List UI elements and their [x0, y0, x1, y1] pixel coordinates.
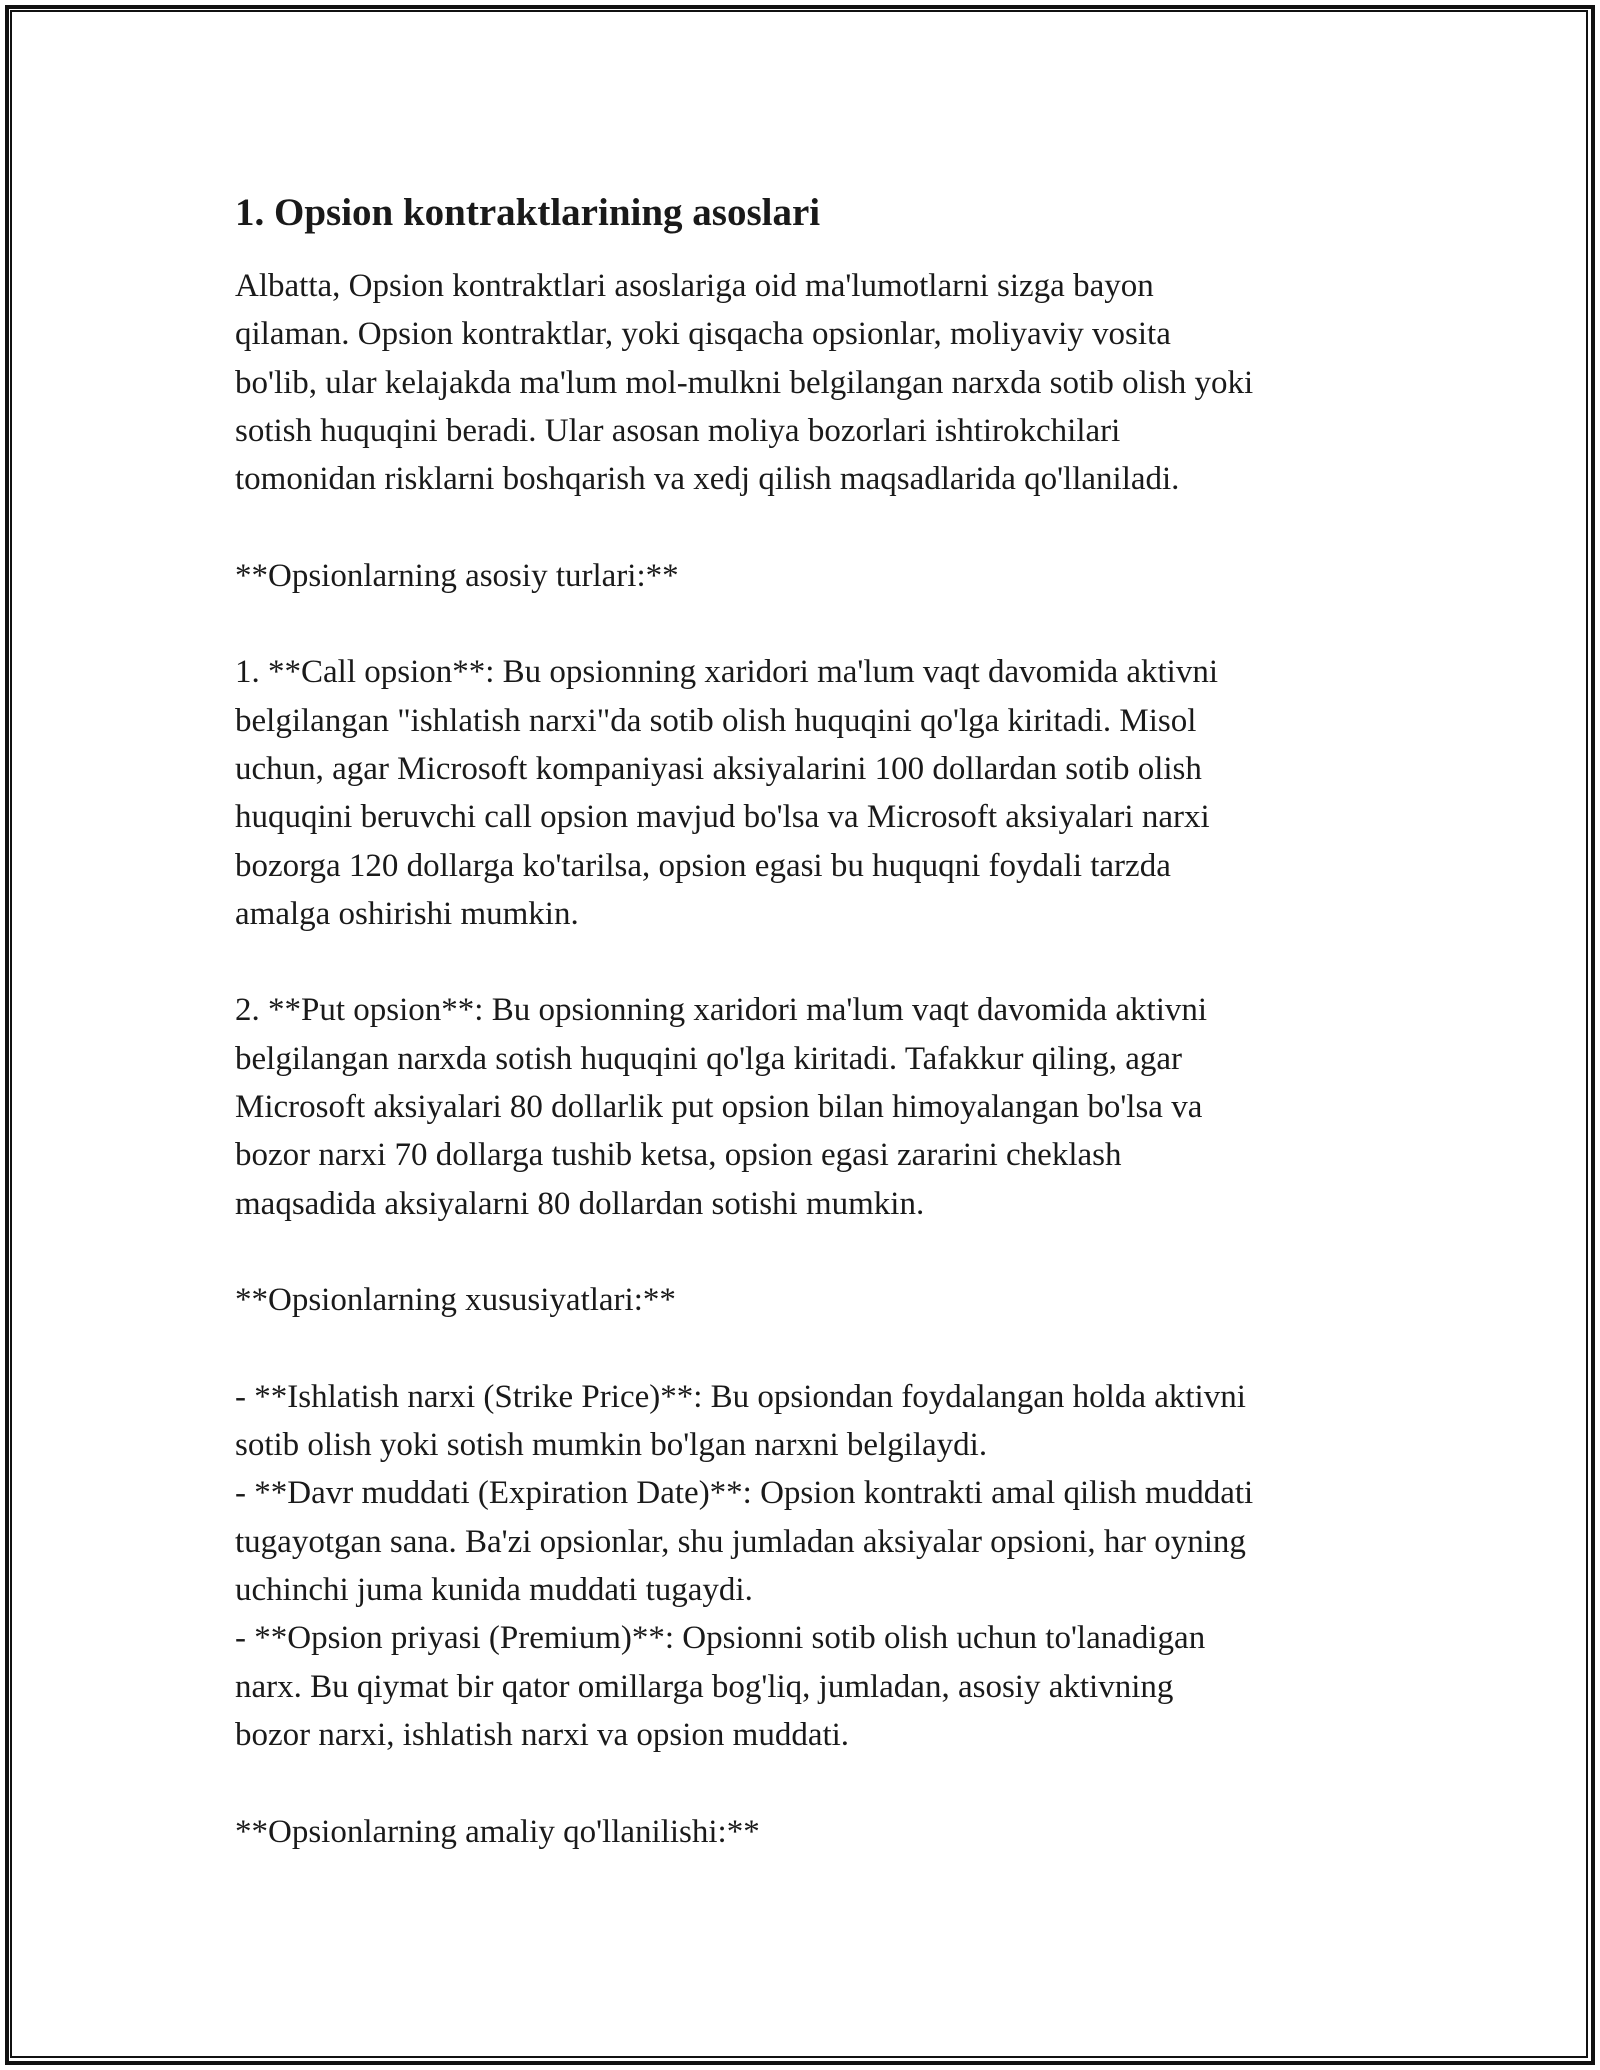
section-heading-features: **Opsionlarning xususiyatlari:** [235, 1282, 676, 1319]
paragraph-spacer [235, 503, 1385, 551]
document-title: 1. Opsion kontraktlarining asoslari [235, 191, 821, 234]
paragraph-spacer [235, 600, 1385, 648]
call-option-line: bozorga 120 dollarga ko'tarilsa, opsion egasi bu huquqni foydali tarzda [235, 847, 1171, 884]
call-option-line: belgilangan "ishlatish narxi"da sotib olish huquqini qo'lga kiritadi. Misol [235, 702, 1197, 739]
feature-line: uchinchi juma kunida muddati tugaydi. [235, 1572, 753, 1609]
section-heading-practical: **Opsionlarning amaliy qo'llanilishi:** [235, 1813, 760, 1850]
paragraph-spacer [235, 938, 1385, 986]
paragraph-spacer [235, 1325, 1385, 1373]
put-option-line: Microsoft aksiyalari 80 dollarlik put opsion bilan himoyalangan bo'lsa va [235, 1089, 1203, 1126]
feature-line: - **Davr muddati (Expiration Date)**: Opsion kontrakti amal qilish muddati [235, 1475, 1254, 1512]
put-option-line: bozor narxi 70 dollarga tushib ketsa, opsion egasi zararini cheklash [235, 1137, 1122, 1174]
feature-line: - **Ishlatish narxi (Strike Price)**: Bu opsiondan foydalangan holda aktivni [235, 1378, 1246, 1415]
intro-line: Albatta, Opsion kontraktlari asoslariga oid ma'lumotlarni sizga bayon [235, 268, 1154, 304]
intro-line: tomonidan risklarni boshqarish va xedj qilish maqsadlarida qo'llaniladi. [235, 461, 1180, 498]
call-option-line: 1. **Call opsion**: Bu opsionning xaridori ma'lum vaqt davomida aktivni [235, 654, 1219, 691]
put-option-line: 2. **Put opsion**: Bu opsionning xaridori ma'lum vaqt davomida aktivni [235, 992, 1208, 1029]
put-option-line: belgilangan narxda sotish huquqini qo'lga kiritadi. Tafakkur qiling, agar [235, 1040, 1182, 1077]
feature-line: - **Opsion priyasi (Premium)**: Opsionni sotib olish uchun to'lanadigan [235, 1620, 1206, 1657]
call-option-line: uchun, agar Microsoft kompaniyasi aksiyalarini 100 dollardan sotib olish [235, 750, 1202, 787]
paragraph-spacer [235, 1228, 1385, 1276]
document-page [235, 188, 1385, 1856]
paragraph-spacer [235, 1759, 1385, 1807]
feature-line: narx. Bu qiymat bir qator omillarga bog'liq, jumladan, asosiy aktivning [235, 1668, 1174, 1705]
intro-line: qilaman. Opsion kontraktlar, yoki qisqacha opsionlar, moliyaviy vosita [235, 316, 1171, 353]
document-body [235, 262, 1385, 1856]
put-option-line: maqsadida aksiyalarni 80 dollardan sotishi mumkin. [235, 1185, 925, 1222]
intro-line: sotish huquqini beradi. Ular asosan moliya bozorlari ishtirokchilari [235, 412, 1121, 449]
feature-line: bozor narxi, ishlatish narxi va opsion muddati. [235, 1716, 850, 1753]
intro-line: bo'lib, ular kelajakda ma'lum mol-mulkni belgilangan narxda sotib olish yoki [235, 364, 1254, 401]
call-option-line: amalga oshirishi mumkin. [235, 895, 579, 932]
section-heading-types: **Opsionlarning asosiy turlari:** [235, 557, 679, 594]
feature-line: tugayotgan sana. Ba'zi opsionlar, shu jumladan aksiyalar opsioni, har oyning [235, 1523, 1246, 1560]
call-option-line: huquqini beruvchi call opsion mavjud bo'lsa va Microsoft aksiyalari narxi [235, 799, 1210, 836]
feature-line: sotib olish yoki sotish mumkin bo'lgan narxni belgilaydi. [235, 1427, 988, 1464]
